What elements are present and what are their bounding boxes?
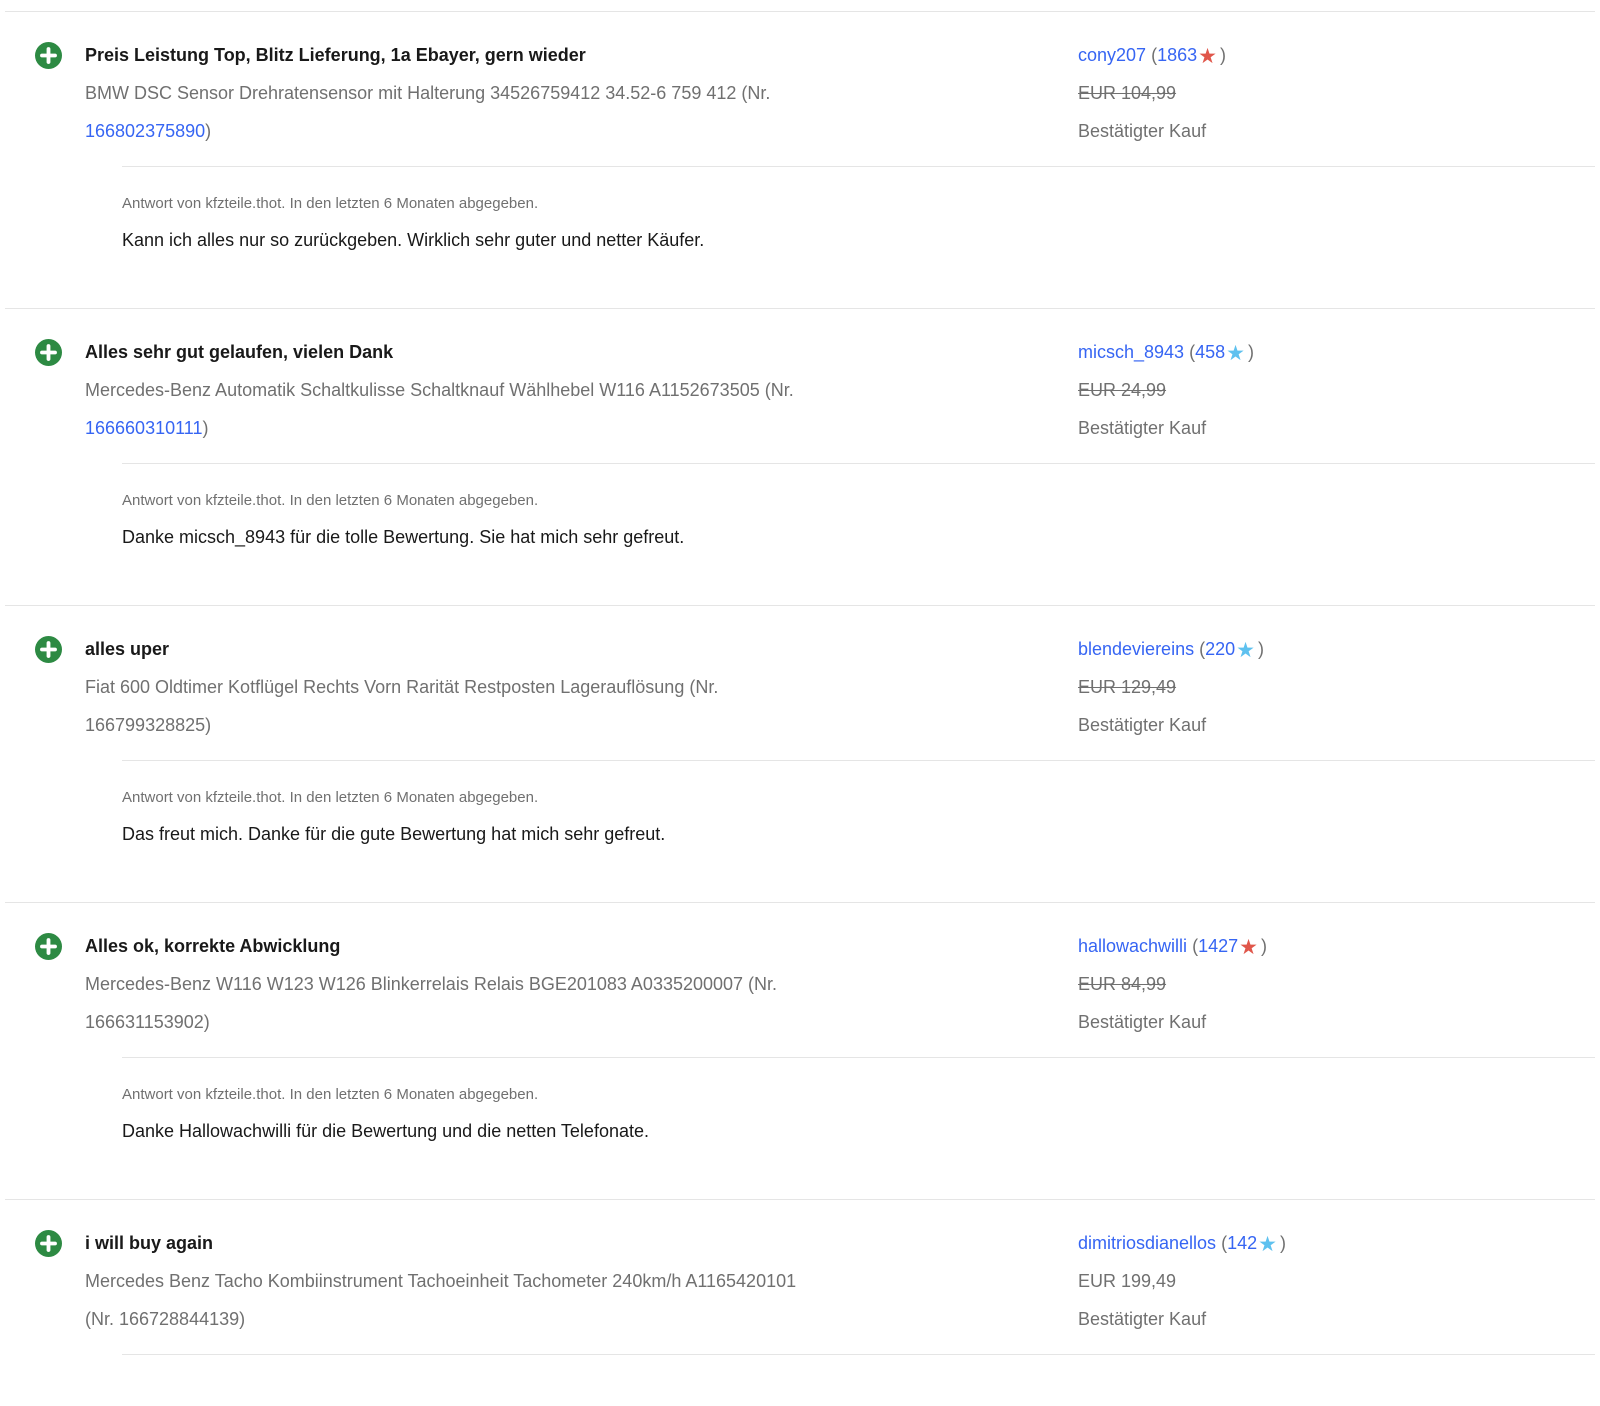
seller-reply xyxy=(122,166,1595,308)
feedback-entry xyxy=(5,605,1595,902)
score-close-paren: ) xyxy=(1260,936,1267,956)
feedback-comment: alles uper xyxy=(85,639,170,659)
seller-reply-body xyxy=(122,192,1595,254)
reply-text: Danke Hallowachwilli für die Bewertung und die netten Telefonate. xyxy=(122,1121,649,1141)
item-description-line2 xyxy=(85,1300,1078,1338)
item-price: EUR 199,49 xyxy=(1078,1271,1177,1291)
feedback-entry xyxy=(5,902,1595,1199)
score-close-paren: ) xyxy=(1247,342,1254,362)
item-description-line2 xyxy=(85,1003,1078,1041)
feedback-comment: Alles ok, korrekte Abwicklung xyxy=(85,936,341,956)
score-open-paren: ( xyxy=(1192,936,1199,956)
reply-meta: Antwort von kfzteile.thot. In den letzten 6 Monaten abgegeben. xyxy=(122,492,539,509)
verified-purchase-label: Bestätigter Kauf xyxy=(1078,1309,1207,1329)
score-open-paren: ( xyxy=(1189,342,1196,362)
feedback-star-icon: ★ xyxy=(1226,342,1245,365)
seller-reply-body xyxy=(122,489,1595,551)
reply-text: Kann ich alles nur so zurückgeben. Wirklich sehr guter und netter Käufer. xyxy=(122,230,705,250)
buyer-line xyxy=(1078,630,1595,668)
positive-feedback-icon xyxy=(35,1230,62,1257)
verified-purchase-label: Bestätigter Kauf xyxy=(1078,715,1207,735)
score-close-paren: ) xyxy=(1279,1233,1286,1253)
item-description: Mercedes-Benz W116 W123 W126 Blinkerrelais Relais BGE201083 A0335200007 (Nr. xyxy=(85,974,778,994)
buyer-line xyxy=(1078,927,1595,965)
seller-reply xyxy=(122,1057,1595,1199)
positive-feedback-icon xyxy=(35,636,62,663)
item-number-suffix: ) xyxy=(205,121,212,141)
buyer-feedback-score-link[interactable]: 142 xyxy=(1227,1233,1258,1253)
verified-purchase-label: Bestätigter Kauf xyxy=(1078,1012,1207,1032)
score-open-paren: ( xyxy=(1151,45,1158,65)
buyer-username-link[interactable]: cony207 xyxy=(1078,45,1147,65)
item-number-link[interactable]: 166660310111 xyxy=(85,418,203,438)
feedback-star-icon: ★ xyxy=(1198,45,1217,68)
verified-purchase-label: Bestätigter Kauf xyxy=(1078,418,1207,438)
buyer-username-link[interactable]: hallowachwilli xyxy=(1078,936,1188,956)
buyer-username-link[interactable]: dimitriosdianellos xyxy=(1078,1233,1217,1253)
feedback-entry xyxy=(5,308,1595,605)
buyer-username-link[interactable]: blendeviereins xyxy=(1078,639,1195,659)
feedback-list xyxy=(5,11,1595,1406)
feedback-comment: Alles sehr gut gelaufen, vielen Dank xyxy=(85,342,394,362)
positive-feedback-icon xyxy=(35,339,62,366)
item-description: BMW DSC Sensor Drehratensensor mit Halterung 34526759412 34.52-6 759 412 (Nr. xyxy=(85,83,771,103)
item-description-line2 xyxy=(85,409,1078,447)
feedback-entry xyxy=(5,11,1595,308)
positive-feedback-icon xyxy=(35,933,62,960)
item-number-suffix: ) xyxy=(202,418,209,438)
reply-meta: Antwort von kfzteile.thot. In den letzten 6 Monaten abgegeben. xyxy=(122,789,539,806)
seller-reply xyxy=(122,760,1595,902)
item-number-suffix: (Nr. 166728844139) xyxy=(85,1309,246,1329)
feedback-comment: i will buy again xyxy=(85,1233,214,1253)
buyer-line xyxy=(1078,333,1595,371)
buyer-feedback-score-link[interactable]: 1863 xyxy=(1157,45,1198,65)
score-open-paren: ( xyxy=(1199,639,1206,659)
verified-purchase-label: Bestätigter Kauf xyxy=(1078,121,1207,141)
feedback-star-icon: ★ xyxy=(1258,1233,1277,1256)
seller-reply-body xyxy=(122,786,1595,848)
item-description: Mercedes Benz Tacho Kombiinstrument Tachoeinheit Tachometer 240km/h A1165420101 xyxy=(85,1271,797,1291)
reply-meta: Antwort von kfzteile.thot. In den letzten 6 Monaten abgegeben. xyxy=(122,1086,539,1103)
item-price: EUR 24,99 xyxy=(1078,380,1167,400)
buyer-line xyxy=(1078,1224,1595,1262)
reply-text: Das freut mich. Danke für die gute Bewertung hat mich sehr gefreut. xyxy=(122,824,666,844)
score-open-paren: ( xyxy=(1221,1233,1228,1253)
item-description-line2 xyxy=(85,112,1078,150)
item-number-suffix: 166631153902) xyxy=(85,1012,210,1032)
item-price: EUR 104,99 xyxy=(1078,83,1177,103)
seller-reply xyxy=(122,463,1595,605)
seller-reply-body xyxy=(122,1083,1595,1145)
reply-text: Danke micsch_8943 für die tolle Bewertung. Sie hat mich sehr gefreut. xyxy=(122,527,685,547)
buyer-feedback-score-link[interactable]: 220 xyxy=(1205,639,1236,659)
buyer-line xyxy=(1078,36,1595,74)
feedback-comment: Preis Leistung Top, Blitz Lieferung, 1a Ebayer, gern wieder xyxy=(85,45,586,65)
item-description: Fiat 600 Oldtimer Kotflügel Rechts Vorn Rarität Restposten Lagerauflösung (Nr. xyxy=(85,677,719,697)
buyer-feedback-score-link[interactable]: 1427 xyxy=(1198,936,1239,956)
seller-reply xyxy=(122,1354,1595,1406)
buyer-feedback-score-link[interactable]: 458 xyxy=(1195,342,1226,362)
score-close-paren: ) xyxy=(1219,45,1226,65)
item-description-line2 xyxy=(85,706,1078,744)
positive-feedback-icon xyxy=(35,42,62,69)
item-number-suffix: 166799328825) xyxy=(85,715,212,735)
feedback-star-icon: ★ xyxy=(1239,936,1258,959)
feedback-entry xyxy=(5,1199,1595,1406)
item-price: EUR 84,99 xyxy=(1078,974,1167,994)
score-close-paren: ) xyxy=(1257,639,1264,659)
item-price: EUR 129,49 xyxy=(1078,677,1177,697)
item-number-link[interactable]: 166802375890 xyxy=(85,121,206,141)
feedback-star-icon: ★ xyxy=(1236,639,1255,662)
reply-meta: Antwort von kfzteile.thot. In den letzten 6 Monaten abgegeben. xyxy=(122,195,539,212)
buyer-username-link[interactable]: micsch_8943 xyxy=(1078,342,1185,362)
item-description: Mercedes-Benz Automatik Schaltkulisse Schaltknauf Wählhebel W116 A1152673505 (Nr. xyxy=(85,380,794,400)
